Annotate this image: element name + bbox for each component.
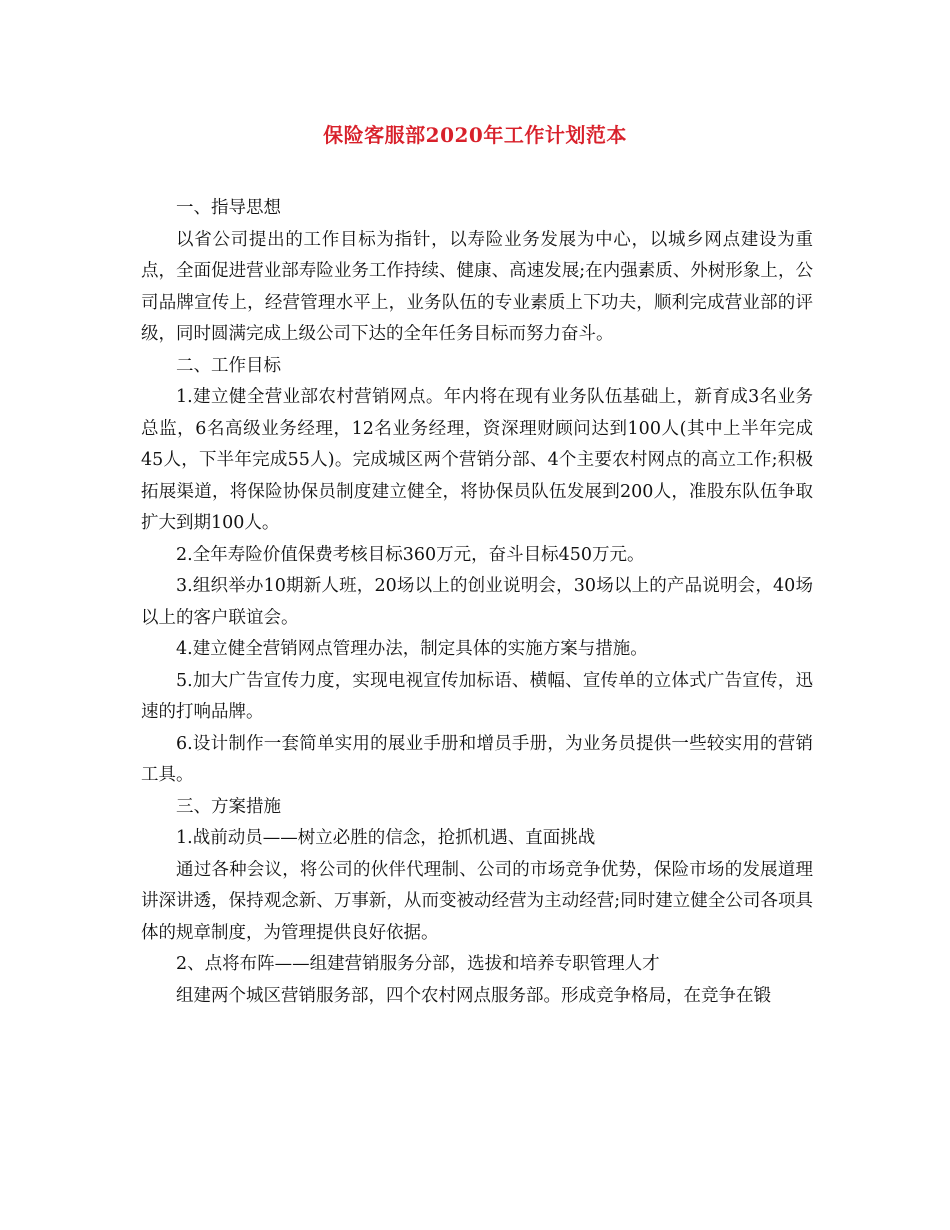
body-paragraph: 组建两个城区营销服务部，四个农村网点服务部。形成竞争格局，在竞争在锻 (176, 985, 771, 1006)
document-title: 保险客服部2020年工作计划范本 (323, 123, 627, 147)
goal-item-3: 3.组织举办10期新人班，20场以上的创业说明会，30场以上的产品说明会，40场以上的客户联谊会。 (141, 576, 813, 628)
body-paragraph: 通过各种会议，将公司的伙伴代理制、公司的市场竞争优势，保险市场的发展道理讲深讲透，保持观念新、万事新，从而变被动经营为主动经营;同时建立健全公司各项具体的规章制度，为管理提供良好依据。 (141, 859, 813, 943)
section-heading-guiding-thought: 一、指导思想 (176, 198, 281, 218)
goal-item-5: 5.加大广告宣传力度，实现电视宣传加标语、横幅、宣传单的立体式广告宣传，迅速的打响品牌。 (141, 670, 813, 722)
body-paragraph: 以省公司提出的工作目标为指针，以寿险业务发展为中心，以城乡网点建设为重点，全面促进营业部寿险业务工作持续、健康、高速发展;在内强素质、外树形象上，公司品牌宣传上，经营管理水平上，业务队伍的专业素质上下功夫，顺利完成营业部的评级，同时圆满完成上级公司下达的全年任务目标而努力奋斗。 (141, 229, 813, 344)
document-body (141, 193, 813, 1012)
goal-item-1: 1.建立健全营业部农村营销网点。年内将在现有业务队伍基础上，新育成3名业务总监，6名高级业务经理，12名业务经理，资深理财顾问达到100人(其中上半年完成45人，下半年完成55人)。完成城区两个营销分部、4个主要农村网点的高立工作;积极拓展渠道，将保险协保员制度建立健全，将协保员队伍发展到200人，准股东队伍争取扩大到期100人。 (141, 387, 813, 533)
goal-item-2: 2.全年寿险价值保费考核目标360万元，奋斗目标450万元。 (176, 544, 645, 565)
goal-item-6: 6.设计制作一套简单实用的展业手册和增员手册，为业务员提供一些较实用的营销工具。 (141, 733, 813, 785)
section-heading-work-goals: 二、工作目标 (176, 355, 281, 376)
measure-heading-2: 2、点将布阵——组建营销服务分部，选拔和培养专职管理人才 (176, 954, 660, 974)
goal-item-4: 4.建立健全营销网点管理办法，制定具体的实施方案与措施。 (176, 639, 648, 659)
measure-heading-1: 1.战前动员——树立必胜的信念，抢抓机遇、直面挑战 (176, 828, 596, 848)
section-heading-measures: 三、方案措施 (176, 796, 281, 817)
